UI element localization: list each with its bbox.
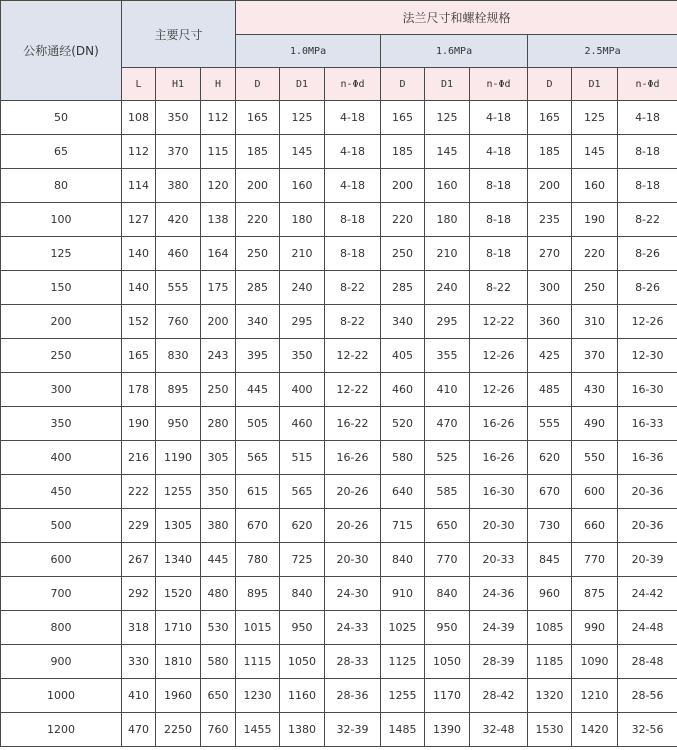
table-cell: 1320 [528,679,572,713]
table-row [1,509,677,543]
table-cell: 1255 [381,679,425,713]
table-cell: 875 [572,577,618,611]
column-header-D1-1: D1 [280,68,325,101]
table-cell: 8-18 [470,237,528,271]
table-cell: 160 [425,169,470,203]
table-cell: 480 [201,577,236,611]
table-cell-dn: 125 [1,237,122,271]
table-cell: 8-22 [470,271,528,305]
column-header-bolts-3: n-Φd [618,68,677,101]
table-cell: 310 [572,305,618,339]
table-row [1,169,677,203]
table-cell: 138 [201,203,236,237]
table-cell: 400 [280,373,325,407]
table-cell: 200 [381,169,425,203]
table-cell: 20-26 [325,509,381,543]
table-cell: 410 [122,679,156,713]
table-cell: 8-18 [325,237,381,271]
table-cell: 24-39 [470,611,528,645]
table-cell: 112 [122,135,156,169]
table-cell-dn: 450 [1,475,122,509]
table-cell-dn: 400 [1,441,122,475]
table-cell: 152 [122,305,156,339]
table-cell-dn: 350 [1,407,122,441]
table-cell: 16-26 [470,407,528,441]
table-cell: 1520 [156,577,201,611]
table-cell: 8-18 [618,169,677,203]
table-cell: 108 [122,101,156,135]
table-cell: 370 [572,339,618,373]
table-cell: 830 [156,339,201,373]
table-cell: 460 [156,237,201,271]
table-cell: 2250 [156,713,201,747]
table-cell: 145 [425,135,470,169]
table-cell: 530 [201,611,236,645]
table-cell: 160 [280,169,325,203]
table-cell: 20-36 [618,509,677,543]
table-cell: 140 [122,271,156,305]
table-cell: 28-48 [618,645,677,679]
table-cell: 490 [572,407,618,441]
table-cell-dn: 100 [1,203,122,237]
table-cell: 229 [122,509,156,543]
table-cell-dn: 250 [1,339,122,373]
table-cell: 1185 [528,645,572,679]
table-row [1,475,677,509]
table-cell-dn: 900 [1,645,122,679]
table-cell: 670 [236,509,280,543]
table-cell: 950 [280,611,325,645]
column-header-D-1: D [236,68,280,101]
table-cell: 28-39 [470,645,528,679]
table-cell-dn: 150 [1,271,122,305]
table-cell: 28-42 [470,679,528,713]
table-cell-dn: 500 [1,509,122,543]
table-cell: 660 [572,509,618,543]
table-cell: 840 [425,577,470,611]
table-cell: 1255 [156,475,201,509]
table-cell: 4-18 [618,101,677,135]
table-cell: 165 [381,101,425,135]
column-header-D-2: D [381,68,425,101]
column-header-bolts-2: n-Φd [470,68,528,101]
table-cell: 8-18 [470,203,528,237]
table-cell: 445 [236,373,280,407]
table-cell: 580 [201,645,236,679]
table-cell: 16-26 [470,441,528,475]
table-cell: 410 [425,373,470,407]
table-cell: 8-26 [618,237,677,271]
table-body [1,1,677,747]
table-cell: 445 [201,543,236,577]
table-cell: 1025 [381,611,425,645]
table-cell: 216 [122,441,156,475]
table-cell-dn: 1200 [1,713,122,747]
table-cell: 178 [122,373,156,407]
table-cell: 1090 [572,645,618,679]
table-cell: 1710 [156,611,201,645]
table-cell: 430 [572,373,618,407]
table-cell: 115 [201,135,236,169]
table-cell: 1050 [280,645,325,679]
table-cell: 305 [201,441,236,475]
table-cell: 640 [381,475,425,509]
table-cell: 16-26 [325,441,381,475]
table-cell: 295 [425,305,470,339]
table-cell: 8-22 [325,271,381,305]
table-row [1,373,677,407]
table-row [1,577,677,611]
table-cell: 32-39 [325,713,381,747]
table-cell: 28-33 [325,645,381,679]
table-cell: 24-48 [618,611,677,645]
table-cell: 16-33 [618,407,677,441]
table-cell: 175 [201,271,236,305]
table-cell: 425 [528,339,572,373]
table-cell: 20-30 [470,509,528,543]
table-cell: 160 [572,169,618,203]
table-cell: 780 [236,543,280,577]
table-cell: 845 [528,543,572,577]
table-cell: 8-18 [470,169,528,203]
table-cell: 1015 [236,611,280,645]
table-cell: 240 [425,271,470,305]
table-cell: 12-26 [470,339,528,373]
table-cell: 1485 [381,713,425,747]
table-cell: 24-36 [470,577,528,611]
table-cell-dn: 1000 [1,679,122,713]
table-cell: 505 [236,407,280,441]
column-header-D-3: D [528,68,572,101]
table-cell: 770 [572,543,618,577]
table-cell: 380 [201,509,236,543]
table-cell: 250 [572,271,618,305]
table-cell: 670 [528,475,572,509]
table-cell-dn: 200 [1,305,122,339]
table-cell: 318 [122,611,156,645]
table-cell: 8-18 [618,135,677,169]
table-cell: 210 [425,237,470,271]
table-cell: 250 [381,237,425,271]
table-cell: 8-26 [618,271,677,305]
table-cell: 164 [201,237,236,271]
table-cell: 950 [156,407,201,441]
column-header-bolts-1: n-Φd [325,68,381,101]
table-cell: 220 [572,237,618,271]
table-cell: 12-26 [618,305,677,339]
table-cell: 235 [528,203,572,237]
table-cell: 112 [201,101,236,135]
table-cell: 12-30 [618,339,677,373]
table-cell: 420 [156,203,201,237]
table-cell: 20-33 [470,543,528,577]
table-cell: 20-39 [618,543,677,577]
table-cell: 990 [572,611,618,645]
table-cell: 120 [201,169,236,203]
table-cell: 600 [572,475,618,509]
table-cell: 1230 [236,679,280,713]
table-cell-dn: 50 [1,101,122,135]
table-cell: 125 [572,101,618,135]
table-cell: 405 [381,339,425,373]
table-cell: 525 [425,441,470,475]
main-dimensions-header: 主要尺寸 [122,1,236,68]
table-cell: 550 [572,441,618,475]
table-cell: 1390 [425,713,470,747]
table-cell: 190 [572,203,618,237]
table-row [1,237,677,271]
table-cell: 1810 [156,645,201,679]
table-cell: 24-30 [325,577,381,611]
table-cell: 1085 [528,611,572,645]
table-cell: 960 [528,577,572,611]
dn-header: 公称通经(DN) [1,1,122,101]
table-cell: 267 [122,543,156,577]
table-cell: 180 [425,203,470,237]
table-cell: 565 [280,475,325,509]
table-cell: 140 [122,237,156,271]
table-cell: 125 [280,101,325,135]
table-cell: 485 [528,373,572,407]
table-row [1,101,677,135]
table-cell: 250 [236,237,280,271]
table-cell: 910 [381,577,425,611]
table-cell: 28-56 [618,679,677,713]
table-cell: 145 [280,135,325,169]
table-row [1,339,677,373]
table-cell: 32-48 [470,713,528,747]
table-cell: 200 [528,169,572,203]
table-cell: 725 [280,543,325,577]
table-cell: 620 [280,509,325,543]
table-row [1,713,677,747]
table-cell: 16-22 [325,407,381,441]
table-cell: 895 [156,373,201,407]
table-row [1,203,677,237]
table-cell: 730 [528,509,572,543]
table-cell: 470 [425,407,470,441]
table-cell: 16-30 [618,373,677,407]
table-cell: 165 [122,339,156,373]
table-cell: 220 [236,203,280,237]
table-cell: 1305 [156,509,201,543]
table-cell: 1190 [156,441,201,475]
table-cell: 222 [122,475,156,509]
table-cell: 340 [236,305,280,339]
table-cell: 8-22 [325,305,381,339]
table-cell: 1050 [425,645,470,679]
table-cell: 243 [201,339,236,373]
table-cell: 1125 [381,645,425,679]
table-row [1,611,677,645]
table-cell: 840 [381,543,425,577]
table-cell: 1170 [425,679,470,713]
table-cell: 4-18 [325,135,381,169]
table-cell: 1960 [156,679,201,713]
table-cell: 650 [201,679,236,713]
table-cell: 395 [236,339,280,373]
table-cell: 12-22 [325,339,381,373]
table-cell: 295 [280,305,325,339]
table-cell: 8-18 [325,203,381,237]
table-row [1,645,677,679]
table-cell-dn: 800 [1,611,122,645]
table-cell: 180 [280,203,325,237]
table-cell: 1420 [572,713,618,747]
table-cell: 12-26 [470,373,528,407]
table-cell: 285 [236,271,280,305]
table-cell: 4-18 [325,169,381,203]
table-cell: 330 [122,645,156,679]
table-cell: 1455 [236,713,280,747]
table-cell: 350 [280,339,325,373]
table-cell: 470 [122,713,156,747]
table-cell: 190 [122,407,156,441]
pressure-header-1: 1.0MPa [236,35,381,68]
table-cell: 185 [528,135,572,169]
table-cell: 350 [156,101,201,135]
table-cell: 380 [156,169,201,203]
table-cell: 20-26 [325,475,381,509]
table-cell: 300 [528,271,572,305]
table-cell: 760 [156,305,201,339]
table-cell: 200 [236,169,280,203]
table-cell: 460 [381,373,425,407]
table-cell: 1210 [572,679,618,713]
table-cell: 20-30 [325,543,381,577]
table-cell: 580 [381,441,425,475]
table-cell: 200 [201,305,236,339]
table-cell: 24-33 [325,611,381,645]
table-cell: 12-22 [325,373,381,407]
table-cell: 292 [122,577,156,611]
table-cell: 145 [572,135,618,169]
table-cell: 895 [236,577,280,611]
table-cell: 240 [280,271,325,305]
table-cell: 16-30 [470,475,528,509]
table-cell: 270 [528,237,572,271]
table-row [1,679,677,713]
table-cell: 555 [156,271,201,305]
table-cell-dn: 300 [1,373,122,407]
table-cell: 620 [528,441,572,475]
table-row [1,135,677,169]
table-row [1,543,677,577]
table-cell: 125 [425,101,470,135]
column-header-H1: H1 [156,68,201,101]
table-cell: 360 [528,305,572,339]
table-row [1,305,677,339]
table-cell: 840 [280,577,325,611]
table-cell: 350 [201,475,236,509]
table-cell: 515 [280,441,325,475]
table-cell-dn: 80 [1,169,122,203]
table-cell: 250 [201,373,236,407]
table-cell: 760 [201,713,236,747]
table-cell: 32-56 [618,713,677,747]
table-cell: 565 [236,441,280,475]
table-row [1,441,677,475]
table-cell: 185 [381,135,425,169]
table-cell: 12-22 [470,305,528,339]
table-cell: 1340 [156,543,201,577]
pressure-header-2: 1.6MPa [381,35,528,68]
table-cell: 770 [425,543,470,577]
table-cell: 165 [528,101,572,135]
table-row [1,407,677,441]
table-cell: 185 [236,135,280,169]
column-header-D1-3: D1 [572,68,618,101]
table-cell: 555 [528,407,572,441]
table-cell: 615 [236,475,280,509]
table-cell: 715 [381,509,425,543]
table-cell: 280 [201,407,236,441]
table-cell: 1380 [280,713,325,747]
table-cell: 950 [425,611,470,645]
table-cell: 355 [425,339,470,373]
table-cell-dn: 65 [1,135,122,169]
table-cell: 460 [280,407,325,441]
header-row-top [1,1,677,35]
table-cell: 285 [381,271,425,305]
table-cell: 4-18 [470,101,528,135]
table-cell: 8-22 [618,203,677,237]
table-row [1,271,677,305]
table-cell-dn: 700 [1,577,122,611]
table-cell: 4-18 [325,101,381,135]
flange-bolt-header: 法兰尺寸和螺栓规格 [236,1,677,35]
column-header-L: L [122,68,156,101]
table-cell: 127 [122,203,156,237]
table-cell: 24-42 [618,577,677,611]
table-cell: 650 [425,509,470,543]
table-cell: 1115 [236,645,280,679]
table-cell: 585 [425,475,470,509]
column-header-D1-2: D1 [425,68,470,101]
table-cell: 16-36 [618,441,677,475]
table-cell: 210 [280,237,325,271]
pressure-header-3: 2.5MPa [528,35,677,68]
table-cell: 20-36 [618,475,677,509]
table-cell: 1160 [280,679,325,713]
table-cell: 520 [381,407,425,441]
table-cell: 340 [381,305,425,339]
table-cell: 370 [156,135,201,169]
column-header-H: H [201,68,236,101]
table-cell-dn: 600 [1,543,122,577]
table-cell: 114 [122,169,156,203]
table-cell: 4-18 [470,135,528,169]
table-cell: 28-36 [325,679,381,713]
table-cell: 165 [236,101,280,135]
table-cell: 1530 [528,713,572,747]
table-cell: 220 [381,203,425,237]
